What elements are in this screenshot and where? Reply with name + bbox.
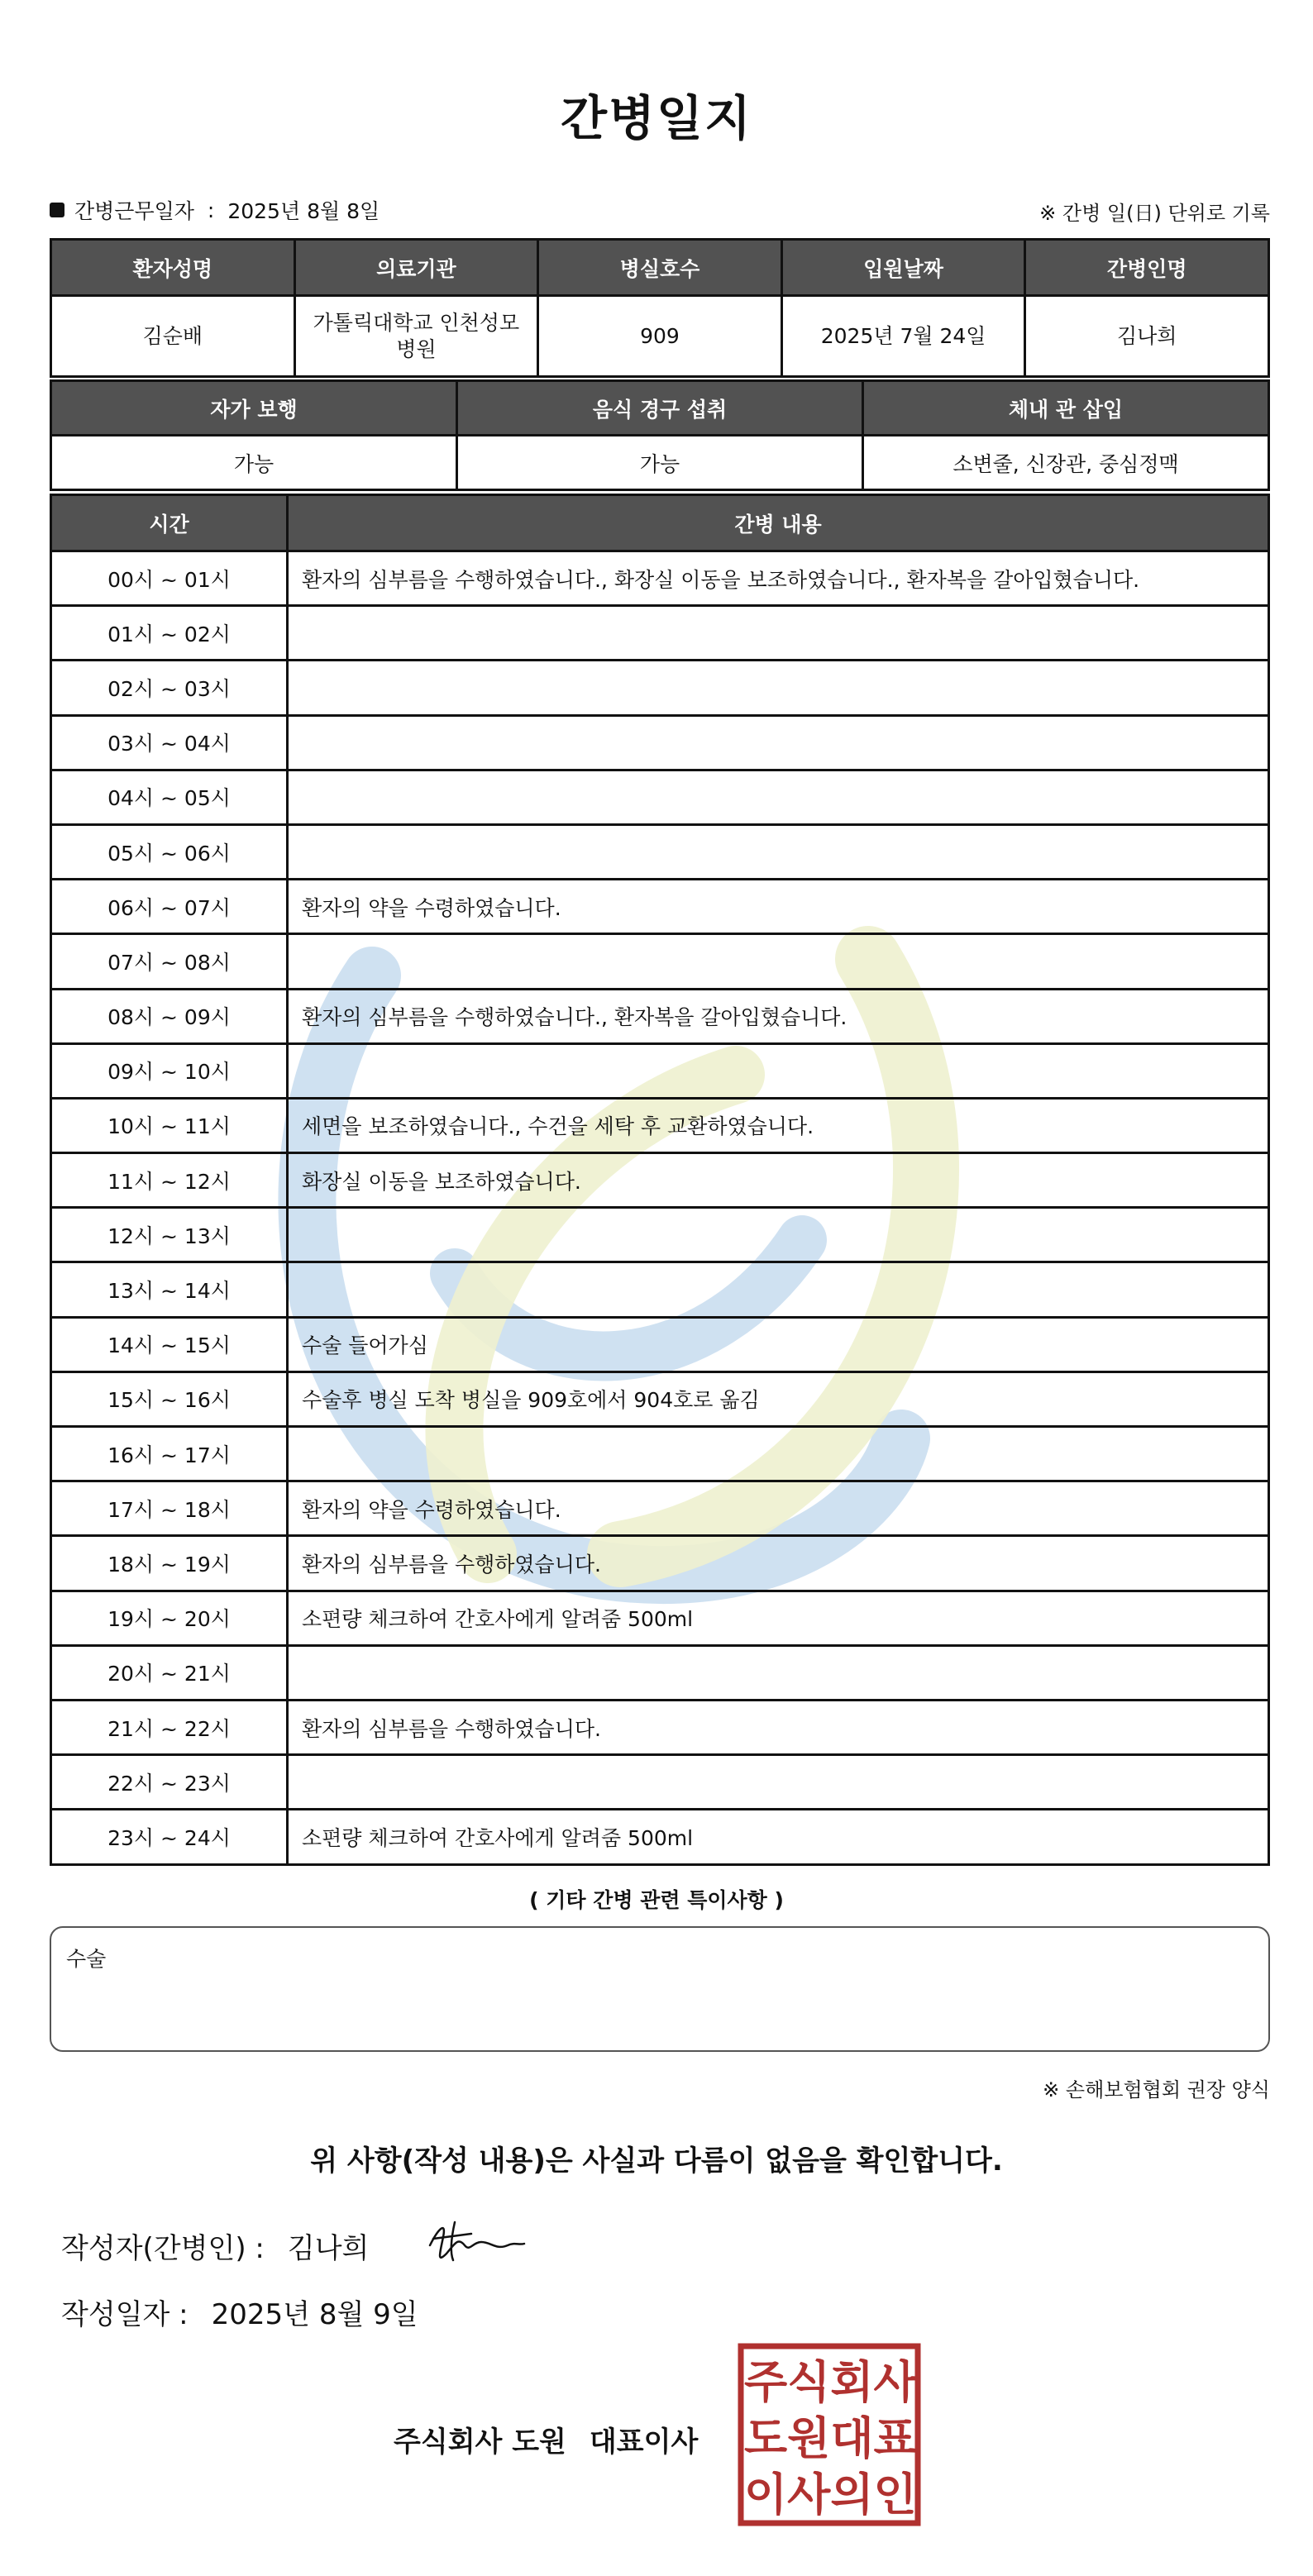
log-content-cell [288,1043,1269,1098]
table-row [51,770,1269,824]
company-name: 주식회사 도원 [394,2426,566,2459]
table-row [51,551,1269,606]
writer-label: 작성자(간병인) : [61,2232,265,2265]
log-content-cell: 환자의 약을 수령하였습니다. [288,880,1269,934]
svg-text:도원대표: 도원대표 [744,2412,917,2464]
log-content-cell [288,1262,1269,1317]
log-content-cell: 소편량 체크하여 간호사에게 알려줌 500ml [288,1591,1269,1645]
log-content-cell [288,715,1269,770]
oral-intake-value: 가능 [457,436,863,490]
log-content-cell [288,1208,1269,1262]
company-seal-stamp [736,2341,923,2528]
log-time-cell: 03시 ~ 04시 [51,715,288,770]
log-time-cell: 20시 ~ 21시 [51,1645,288,1700]
written-date-label: 작성일자 : [61,2298,189,2331]
table-row [51,606,1269,661]
company-ceo-title: 대표이사 [589,2426,699,2459]
log-time-cell: 15시 ~ 16시 [51,1371,288,1426]
table-row [51,1536,1269,1591]
page-title: 간병일지 [560,90,753,146]
log-time-cell: 21시 ~ 22시 [51,1700,288,1754]
form-note: ※ 손해보험협회 권장 양식 [1043,2078,1270,2101]
table-row [51,1645,1269,1700]
table-row [51,1208,1269,1262]
table-row [51,661,1269,715]
header-hospital: 의료기관 [294,240,538,296]
walking-value: 가능 [51,436,457,490]
log-time-cell: 11시 ~ 12시 [51,1153,288,1208]
log-content-cell: 환자의 심부름을 수행하였습니다. [288,1700,1269,1754]
log-content-cell: 수술후 병실 도착 병실을 909호에서 904호로 옮김 [288,1371,1269,1426]
log-time-cell: 08시 ~ 09시 [51,989,288,1043]
admission-date: 2025년 7월 24일 [781,296,1025,377]
log-time-cell: 07시 ~ 08시 [51,934,288,989]
log-time-cell: 01시 ~ 02시 [51,606,288,661]
log-content-cell: 세면을 보조하였습니다., 수건을 세탁 후 교환하였습니다. [288,1098,1269,1152]
table-row [51,1427,1269,1481]
header-room: 병실호수 [538,240,782,296]
header-care-content: 간병 내용 [288,495,1269,551]
header-tube-insertion: 체내 관 삽입 [863,381,1269,436]
work-date-value: 2025년 8월 8일 [227,199,380,223]
log-content-cell [288,1427,1269,1481]
table-row [51,1755,1269,1810]
log-content-cell [288,606,1269,661]
log-content-cell [288,770,1269,824]
writer-name: 김나희 [287,2232,370,2265]
table-row [51,989,1269,1043]
written-date-value: 2025년 8월 9일 [211,2298,418,2331]
patient-info-table [50,238,1270,378]
header-patient-name: 환자성명 [51,240,295,296]
signature [422,2212,529,2270]
extra-notes-content: 수술 [66,1947,107,1971]
work-date-label: 간병근무일자 [74,199,194,223]
table-row [51,1591,1269,1645]
hospital-name: 가톨릭대학교 인천성모병원 [294,296,538,377]
header-walking: 자가 보행 [51,381,457,436]
care-log-table [50,494,1270,1866]
log-time-cell: 10시 ~ 11시 [51,1098,288,1152]
record-unit-note: ※ 간병 일(日) 단위로 기록 [1039,202,1270,225]
log-time-cell: 13시 ~ 14시 [51,1262,288,1317]
tube-insertion-value: 소변줄, 신장관, 중심정맥 [863,436,1269,490]
log-content-cell: 화장실 이동을 보조하였습니다. [288,1153,1269,1208]
log-content-cell: 환자의 약을 수령하였습니다. [288,1481,1269,1536]
room-number: 909 [538,296,782,377]
log-time-cell: 02시 ~ 03시 [51,661,288,715]
log-time-cell: 16시 ~ 17시 [51,1427,288,1481]
extra-notes-box [50,1926,1270,2052]
table-row [51,934,1269,989]
writer-line [61,2225,369,2266]
written-date-line [61,2292,418,2332]
patient-name: 김순배 [51,296,295,377]
log-time-cell: 06시 ~ 07시 [51,880,288,934]
log-time-cell: 04시 ~ 05시 [51,770,288,824]
log-time-cell: 00시 ~ 01시 [51,551,288,606]
log-time-cell: 05시 ~ 06시 [51,824,288,879]
log-time-cell: 09시 ~ 10시 [51,1043,288,1098]
svg-text:이사의인: 이사의인 [744,2469,917,2521]
log-time-cell: 14시 ~ 15시 [51,1317,288,1371]
square-bullet-icon [50,203,64,217]
log-time-cell: 19시 ~ 20시 [51,1591,288,1645]
log-content-cell: 수술 들어가심 [288,1317,1269,1371]
work-date-colon: : [207,198,215,222]
log-content-cell [288,934,1269,989]
caregiver-name: 김나희 [1025,296,1269,377]
table-row [51,824,1269,879]
log-content-cell: 환자의 심부름을 수행하였습니다. [288,1536,1269,1591]
table-row [51,1262,1269,1317]
table-row [51,1043,1269,1098]
work-date [50,195,380,225]
log-content-cell [288,824,1269,879]
log-time-cell: 22시 ~ 23시 [51,1755,288,1810]
log-content-cell: 환자의 심부름을 수행하였습니다., 환자복을 갈아입혔습니다. [288,989,1269,1043]
log-content-cell [288,661,1269,715]
patient-status-table [50,379,1270,491]
log-time-cell: 17시 ~ 18시 [51,1481,288,1536]
log-content-cell: 환자의 심부름을 수행하였습니다., 화장실 이동을 보조하였습니다., 환자복을 갈아입혔습니다. [288,551,1269,606]
extra-notes-title: ( 기타 간병 관련 특이사항 ) [529,1888,784,1912]
log-content-cell: 소편량 체크하여 간호사에게 알려줌 500ml [288,1810,1269,1864]
header-oral-intake: 음식 경구 섭취 [457,381,863,436]
table-row [51,1371,1269,1426]
company-signature [394,2419,698,2459]
table-row [51,715,1269,770]
header-admission-date: 입원날짜 [781,240,1025,296]
log-content-cell [288,1645,1269,1700]
log-content-cell [288,1755,1269,1810]
table-row [51,1098,1269,1152]
table-row [51,1153,1269,1208]
confirmation-statement: 위 사항(작성 내용)은 사실과 다름이 없음을 확인합니다. [310,2144,1003,2178]
header-time: 시간 [51,495,288,551]
svg-text:주식회사: 주식회사 [744,2356,917,2408]
header-caregiver-name: 간병인명 [1025,240,1269,296]
table-row [51,880,1269,934]
table-row [51,1317,1269,1371]
log-time-cell: 12시 ~ 13시 [51,1208,288,1262]
log-time-cell: 18시 ~ 19시 [51,1536,288,1591]
table-row [51,1700,1269,1754]
table-row [51,1481,1269,1536]
log-time-cell: 23시 ~ 24시 [51,1810,288,1864]
table-row [51,1810,1269,1864]
